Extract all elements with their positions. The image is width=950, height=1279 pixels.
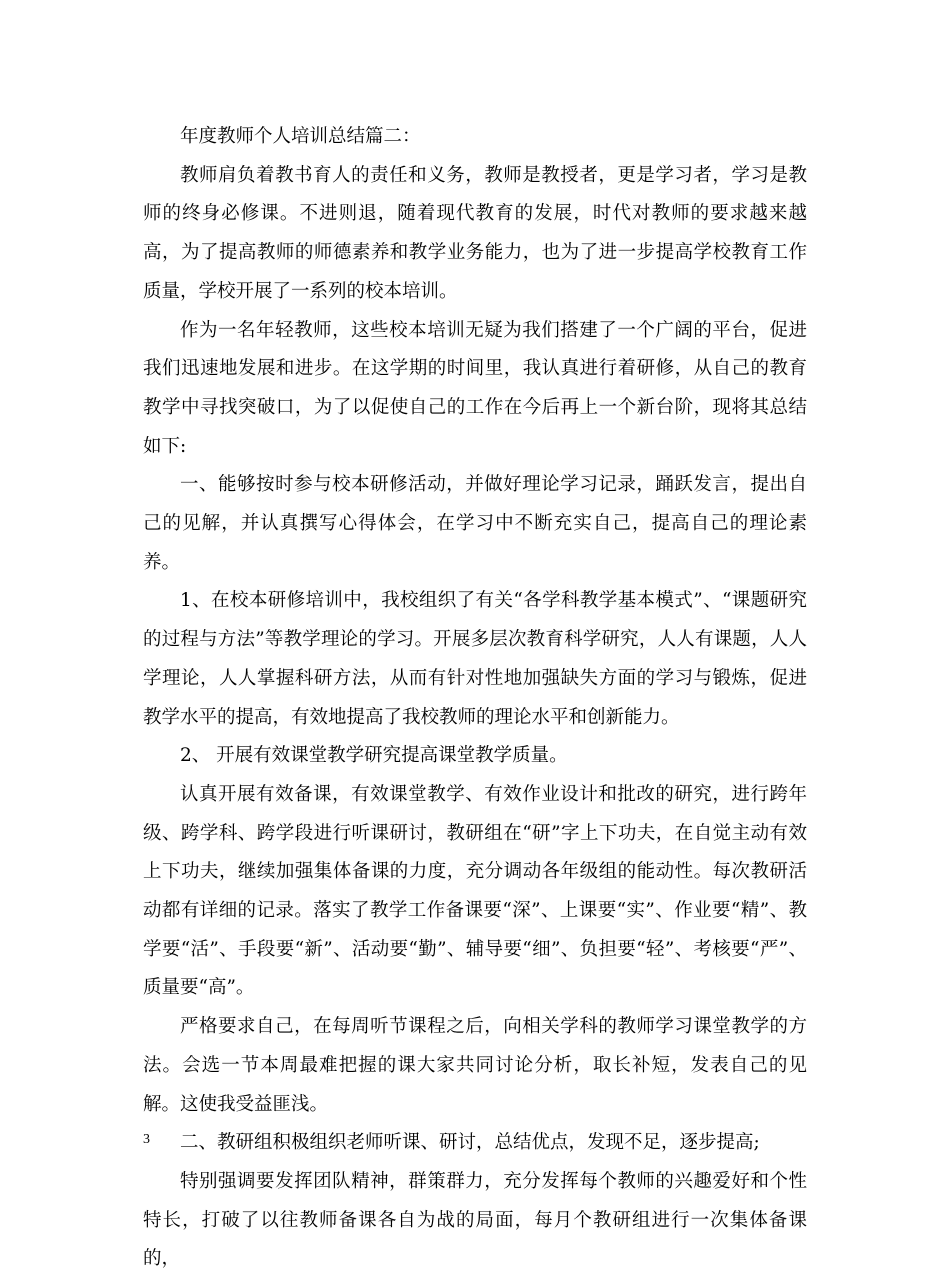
paragraph: 特别强调要发挥团队精神，群策群力，充分发挥每个教师的兴趣爱好和个性特长，打破了以往教师备课各自为战的局面，每月个教研组进行一次集体备课的， xyxy=(143,1170,807,1270)
paragraph: 认真开展有效备课，有效课堂教学、有效作业设计和批改的研究，进行跨年级、跨学科、跨学段进行听课研讨，教研组在“研”字上下功夫，在自觉主动有效上下功夫，继续加强集体备课的力度，充分调动各年级组的能动性。每次教研活动都有详细的记录。落实了教学工作备课要“深”、上课要“实”、作业要“精”、教学要“活”、手段要“新”、活动要“勤”、辅导要“细”、负担要“轻”、考核要“严”、质量要“高”。 xyxy=(143,783,807,999)
paragraph: 1、在校本研修培训中，我校组织了有关“各学科教学基本模式”、“课题研究的过程与方法”等教学理论的学习。开展多层次教育科学研究，人人有课题，人人学理论，人人掌握科研方法，从而有针对性地加强缺失方面的学习与锻炼，促进教学水平的提高，有效地提高了我校教师的理论水平和创新能力。 xyxy=(143,590,807,728)
paragraph: 教师肩负着教书育人的责任和义务，教师是教授者，更是学习者，学习是教师的终身必修课。不进则退，随着现代教育的发展，时代对教师的要求越来越高，为了提高教师的师德素养和教学业务能力，也为了进一步提高学校教育工作质量，学校开展了一系列的校本培训。 xyxy=(143,164,807,302)
document-body xyxy=(143,118,807,1279)
paragraph: 一、能够按时参与校本研修活动，并做好理论学习记录，踊跃发言，提出自己的见解，并认真撰写心得体会，在学习中不断充实自己，提高自己的理论素养。 xyxy=(143,474,807,573)
section-heading: 年度教师个人培训总结篇二： xyxy=(180,126,421,147)
paragraph: 作为一名年轻教师，这些校本培训无疑为我们搭建了一个广阔的平台，促进我们迅速地发展和进步。在这学期的时间里，我认真进行着研修，从自己的教育教学中寻找突破口，为了以促使自己的工作在今后再上一个新台阶，现将其总结如下: xyxy=(143,319,807,457)
paragraph: 2、 开展有效课堂教学研究提高课堂教学质量。 xyxy=(180,745,568,767)
paragraph: 严格要求自己，在每周听节课程之后，向相关学科的教师学习课堂教学的方法。会选一节本周最难把握的课大家共同讨论分析，取长补短，发表自己的见解。这使我受益匪浅。 xyxy=(143,1016,807,1115)
page-number: 3 xyxy=(143,1132,150,1147)
paragraph: 二、教研组积极组织老师听课、研讨，总结优点，发现不足，逐步提高; xyxy=(180,1132,760,1154)
